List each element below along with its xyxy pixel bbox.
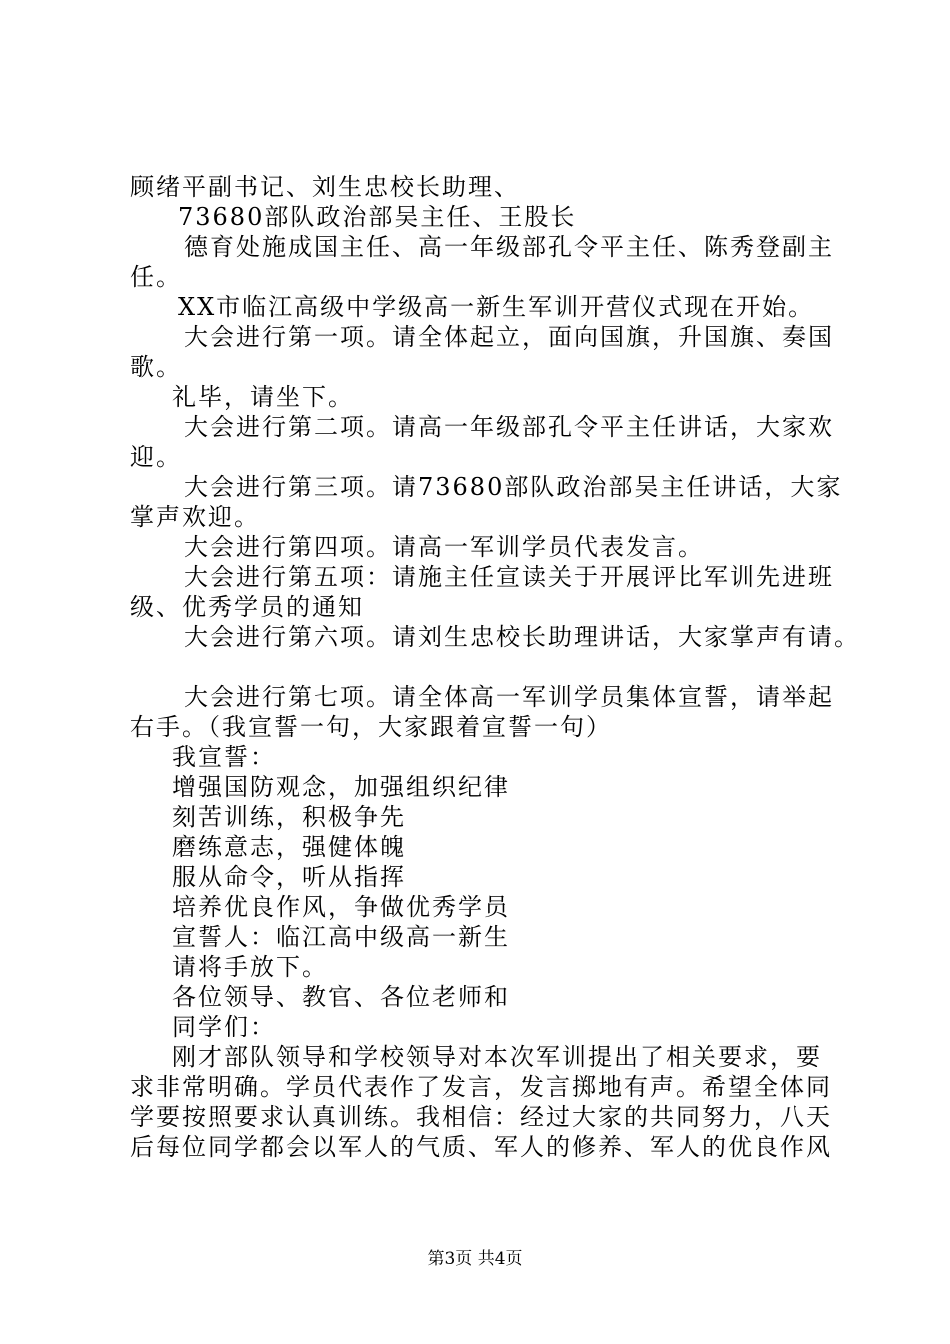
text-line: 后每位同学都会以军人的气质、军人的修养、军人的优良作风 bbox=[130, 1133, 832, 1161]
text-line: XX市临江高级中学级高一新生军训开营仪式现在开始。 bbox=[178, 293, 815, 321]
text-line: 大会进行第六项。请刘生忠校长助理讲话，大家掌声有请。 bbox=[184, 623, 860, 651]
text-line: 大会进行第四项。请高一军训学员代表发言。 bbox=[184, 533, 704, 561]
text-line: 歌。 bbox=[130, 353, 182, 381]
text-line: 增强国防观念，加强组织纪律 bbox=[172, 773, 510, 801]
text-line: 同学们： bbox=[172, 1013, 276, 1041]
text-line: 磨练意志，强健体魄 bbox=[172, 833, 406, 861]
page-footer: 第3页 共4页 bbox=[427, 1249, 523, 1269]
text-line: 刻苦训练，积极争先 bbox=[172, 803, 406, 831]
text-line: 迎。 bbox=[130, 443, 182, 471]
text-line: 大会进行第五项：请施主任宣读关于开展评比军训先进班 bbox=[184, 563, 834, 591]
text-line: 学要按照要求认真训练。我相信：经过大家的共同努力，八天 bbox=[130, 1103, 832, 1131]
document-body bbox=[130, 172, 860, 1162]
text-line: 各位领导、教官、各位老师和 bbox=[172, 983, 510, 1011]
text-line: 右手。（我宣誓一句，大家跟着宣誓一句） bbox=[130, 713, 612, 741]
text-line: 求非常明确。学员代表作了发言，发言掷地有声。希望全体同 bbox=[130, 1073, 832, 1101]
text-line: 我宣誓： bbox=[172, 743, 276, 771]
text-line: 级、优秀学员的通知 bbox=[130, 593, 364, 621]
text-line: 大会进行第一项。请全体起立，面向国旗，升国旗、奏国 bbox=[184, 323, 834, 351]
text-line: 刚才部队领导和学校领导对本次军训提出了相关要求，要 bbox=[172, 1043, 822, 1071]
text-line: 德育处施成国主任、高一年级部孔令平主任、陈秀登副主 bbox=[184, 233, 834, 261]
text-line: 请将手放下。 bbox=[172, 953, 328, 981]
text-line: 掌声欢迎。 bbox=[130, 503, 260, 531]
text-line: 宣誓人：临江高中级高一新生 bbox=[172, 923, 510, 951]
text-line bbox=[130, 652, 830, 682]
text-line: 任。 bbox=[130, 263, 182, 291]
text-line: 培养优良作风，争做优秀学员 bbox=[172, 893, 510, 921]
text-line: 顾绪平副书记、刘生忠校长助理、 bbox=[130, 173, 520, 201]
text-line: 大会进行第三项。请73680部队政治部吴主任讲话，大家 bbox=[184, 473, 843, 501]
text-line: 大会进行第七项。请全体高一军训学员集体宣誓，请举起 bbox=[184, 683, 834, 711]
text-line: 礼毕，请坐下。 bbox=[172, 383, 354, 411]
text-line: 73680部队政治部吴主任、王股长 bbox=[178, 203, 577, 231]
text-line: 大会进行第二项。请高一年级部孔令平主任讲话，大家欢 bbox=[184, 413, 834, 441]
text-line: 服从命令，听从指挥 bbox=[172, 863, 406, 891]
